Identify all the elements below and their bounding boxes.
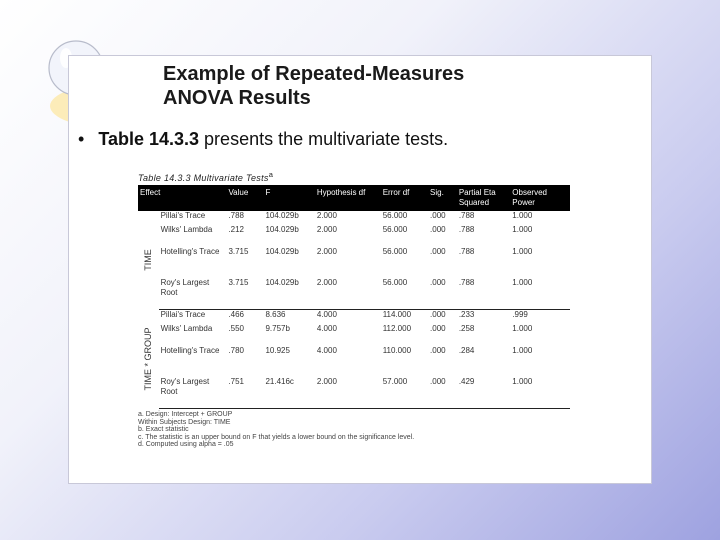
header-observed-power: Observed Power [510, 185, 570, 211]
effect-cell: Wilks' Lambda [160, 324, 213, 333]
f-cell: 104.029b [265, 211, 299, 220]
effect-cell: Hotelling's Trace [160, 346, 220, 355]
hdf-cell: 2.000 [316, 211, 337, 220]
f-cell: 9.757b [265, 324, 290, 333]
effect-cell: Pillai's Trace [160, 310, 206, 319]
table-caption [138, 165, 570, 185]
f-cell: 8.636 [265, 310, 286, 319]
footnote-line: a. Design: Intercept + GROUP [138, 411, 233, 418]
f-cell: 21.416c [263, 377, 314, 409]
header-partial-eta: Partial Eta Squared [457, 185, 510, 211]
sig-cell: .000 [430, 324, 446, 333]
value-cell: .751 [226, 377, 263, 409]
eta-cell: .233 [458, 310, 475, 319]
sig-cell: .000 [430, 247, 446, 256]
sig-cell: .000 [430, 310, 446, 319]
effect-cell: Roy's Largest Root [159, 377, 227, 409]
header-hypothesis-df: Hypothesis df [315, 185, 381, 211]
table-row [138, 310, 570, 325]
edf-cell: 57.000 [381, 377, 428, 409]
power-cell: 1.000 [512, 324, 533, 333]
effect-cell: Hotelling's Trace [160, 247, 220, 256]
value-cell: .212 [228, 225, 245, 234]
hdf-cell: 2.000 [315, 278, 381, 310]
header-f: F [263, 185, 314, 211]
value-cell: .550 [228, 324, 245, 333]
bullet-icon: • [78, 129, 85, 149]
table-row [138, 278, 570, 310]
bullet-text: presents the multivariate tests. [199, 129, 449, 149]
hdf-cell: 4.000 [316, 324, 337, 333]
value-cell: 3.715 [226, 278, 263, 310]
table-row [138, 346, 570, 377]
power-cell: 1.000 [510, 377, 570, 409]
table-header-row [138, 185, 570, 211]
value-cell: .780 [228, 346, 245, 355]
effect-cell: Wilks' Lambda [160, 225, 213, 234]
effect-cell: Roy's Largest Root [159, 278, 227, 310]
f-cell: 10.925 [265, 346, 290, 355]
header-error-df: Error df [381, 185, 428, 211]
f-cell: 104.029b [263, 278, 314, 310]
table-footnotes [138, 411, 570, 449]
eta-cell: .258 [458, 324, 475, 333]
header-sig: Sig. [428, 185, 457, 211]
bullet-point [78, 129, 448, 150]
table-row [138, 247, 570, 278]
edf-cell: 56.000 [382, 225, 408, 234]
f-cell: 104.029b [265, 225, 299, 234]
power-cell: .999 [512, 310, 528, 319]
eta-cell: .788 [458, 247, 475, 256]
hdf-cell: 4.000 [316, 310, 337, 319]
eta-cell: .284 [458, 346, 475, 355]
edf-cell: 110.000 [382, 346, 412, 355]
footnote-line: b. Exact statistic [138, 426, 189, 433]
bullet-bold-text: Table 14.3.3 [98, 129, 200, 149]
footnote-line: Within Subjects Design: TIME [138, 418, 231, 426]
table-row [138, 377, 570, 409]
edf-cell: 114.000 [382, 310, 412, 319]
group-label-cell [138, 211, 159, 310]
edf-cell: 56.000 [382, 247, 408, 256]
hdf-cell: 4.000 [316, 346, 337, 355]
hdf-cell: 2.000 [316, 247, 337, 256]
slide-title-line1: Example of Repeated-Measures [163, 63, 465, 85]
eta-cell: .788 [457, 278, 510, 310]
sig-cell: .000 [430, 211, 446, 220]
value-cell: 3.715 [228, 247, 249, 256]
power-cell: 1.000 [510, 278, 570, 310]
edf-cell: 56.000 [382, 211, 408, 220]
hdf-cell: 2.000 [315, 377, 381, 409]
header-value: Value [226, 185, 263, 211]
value-cell: .788 [228, 211, 245, 220]
effect-cell: Pillai's Trace [160, 211, 206, 220]
group-label-cell [138, 310, 159, 409]
edf-cell: 56.000 [381, 278, 428, 310]
eta-cell: .788 [458, 225, 475, 234]
header-effect: Effect [138, 185, 226, 211]
table-row [138, 211, 570, 225]
multivariate-table [138, 185, 570, 409]
sig-cell: .000 [430, 225, 446, 234]
sig-cell: .000 [428, 377, 457, 409]
hdf-cell: 2.000 [316, 225, 337, 234]
multivariate-table-image [138, 165, 570, 473]
power-cell: 1.000 [512, 247, 533, 256]
eta-cell: .788 [458, 211, 475, 220]
power-cell: 1.000 [512, 225, 533, 234]
power-cell: 1.000 [512, 211, 533, 220]
f-cell: 104.029b [265, 247, 299, 256]
value-cell: .466 [228, 310, 245, 319]
table-row [138, 324, 570, 346]
footnote-line: d. Computed using alpha = .05 [138, 441, 234, 448]
power-cell: 1.000 [512, 346, 533, 355]
slide-title-line2: ANOVA Results [163, 87, 311, 109]
table-caption-sup: a [268, 170, 274, 179]
group-label: TIME [143, 249, 154, 271]
sig-cell: .000 [430, 346, 446, 355]
footnote-line: c. The statistic is an upper bound on F that yields a lower bound on the significance level. [138, 433, 415, 441]
group-label: TIME * GROUP [143, 327, 154, 391]
table-caption-text: Table 14.3.3 Multivariate Tests [138, 173, 269, 183]
eta-cell: .429 [457, 377, 510, 409]
table-row [138, 225, 570, 247]
slide-title [163, 62, 464, 110]
sig-cell: .000 [428, 278, 457, 310]
edf-cell: 112.000 [382, 324, 412, 333]
